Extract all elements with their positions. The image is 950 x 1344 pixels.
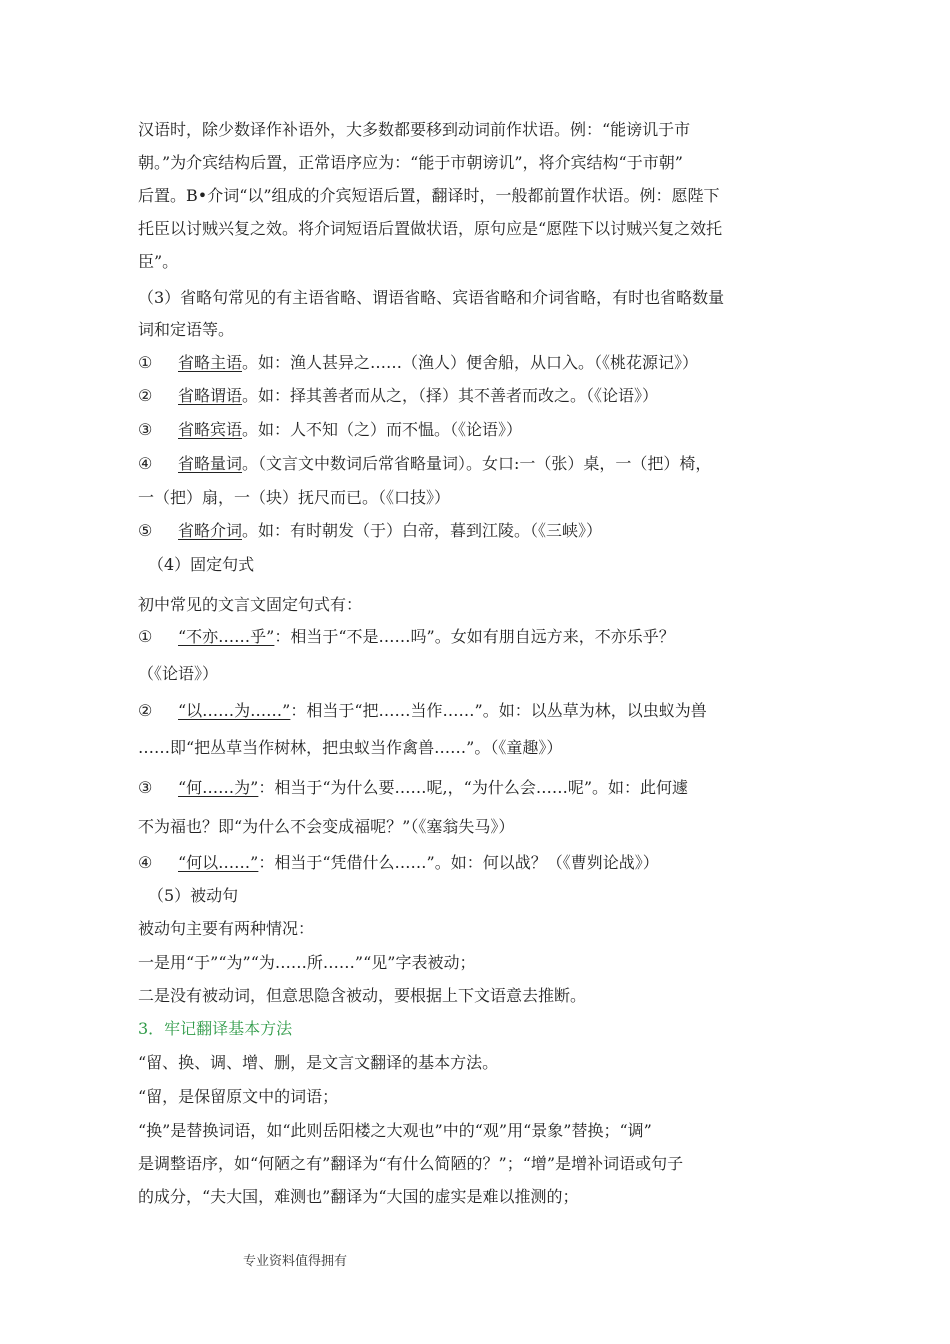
item-term: 省略谓语	[178, 386, 243, 405]
text-line: 是调整语序，如“何陋之有”翻译为“有什么简陋的？”；“增”是增补词语或句子	[138, 1154, 684, 1173]
section-heading: （5）被动句	[148, 886, 239, 905]
list-item	[138, 419, 522, 441]
list-item	[138, 453, 711, 475]
item-text: 。如：渔人甚异之……（渔人）便舍船，从口入。（《桃花源记》）	[242, 353, 699, 372]
item-term: “不亦……乎”	[178, 627, 275, 646]
item-term: 省略介词	[178, 521, 243, 540]
text-line: “留，是保留原文中的词语；	[138, 1087, 339, 1106]
item-number: ②	[138, 386, 153, 405]
text-line: 被动句主要有两种情况：	[138, 919, 315, 938]
item-text: 。如：择其善者而从之，（择）其不善者而改之。（《论语》）	[242, 386, 659, 405]
item-text: ：相当于“为什么要……呢,，“为什么会……呢”。如：此何遽	[258, 778, 689, 797]
item-number: ①	[138, 353, 153, 372]
list-item-continuation: 一（把）扇，一（块）抚尺而已。（《口技》）	[138, 488, 451, 507]
item-number: ④	[138, 853, 153, 872]
text-line: 臣”。	[138, 252, 179, 271]
item-term: 省略主语	[178, 353, 243, 372]
section-heading: 3．牢记翻译基本方法	[138, 1019, 293, 1038]
text-line: 后置。B•介词“以”组成的介宾短语后置，翻译时，一般都前置作状语。例：愿陛下	[138, 186, 720, 205]
text-line: （3）省略句常见的有主语省略、谓语省略、宾语省略和介词省略，有时也省略数量	[138, 288, 725, 307]
item-term: “何以……”	[178, 853, 259, 872]
text-line: 汉语时，除少数译作补语外，大多数都要移到动词前作状语。例：“能谤讥于市	[138, 120, 691, 139]
text-line: 托臣以讨贼兴复之效。将介词短语后置做状语，原句应是“愿陛下以讨贼兴复之效托	[138, 219, 723, 238]
list-item	[138, 777, 688, 799]
text-line: 的成分，“夫大国，难测也”翻译为“大国的虚实是难以推测的；	[138, 1187, 579, 1206]
page-footer: 专业资料值得拥有	[243, 1254, 348, 1269]
item-number: ④	[138, 454, 153, 473]
item-text: ：相当于“把……当作……”。如：以丛草为林，以虫蚁为兽	[290, 701, 707, 720]
list-item	[138, 852, 659, 874]
item-term: 省略量词	[178, 454, 243, 473]
item-text: ：相当于“不是……吗”。女如有朋自远方来，不亦乐乎？	[274, 627, 675, 646]
text-line: “留、换、调、增、删，是文言文翻译的基本方法。	[138, 1053, 499, 1072]
section-heading: （4）固定句式	[148, 555, 255, 574]
text-line: 朝。”为介宾结构后置，正常语序应为：“能于市朝谤讥”，将介宾结构“于市朝”	[138, 153, 683, 172]
item-text: 。如：有时朝发（于）白帝，暮到江陵。（《三峡》）	[242, 521, 603, 540]
text-line: 二是没有被动词，但意思隐含被动，要根据上下文语意去推断。	[138, 986, 587, 1005]
text-line: 一是用“于”“为”“为……所……”“见”字表被动；	[138, 953, 476, 972]
list-item-continuation: ……即“把丛草当作树林，把虫蚁当作禽兽……”。（《童趣》）	[138, 738, 563, 757]
item-text: 。如：人不知（之）而不愠。（《论语》）	[242, 420, 523, 439]
list-item	[138, 520, 602, 542]
text-line: “换”是替换词语，如“此则岳阳楼之大观也”中的“观”用“景象”替换；“调”	[138, 1121, 652, 1140]
item-term: 省略宾语	[178, 420, 243, 439]
item-number: ②	[138, 701, 153, 720]
item-number: ①	[138, 627, 153, 646]
item-term: “以……为……”	[178, 701, 291, 720]
list-item	[138, 352, 698, 374]
text-line: 词和定语等。	[138, 320, 235, 339]
item-text: 。（文言文中数词后常省略量词）。女口:一（张）桌，一（把）椅，	[242, 454, 712, 473]
item-number: ⑤	[138, 521, 153, 540]
item-text: ：相当于“凭借什么……”。如：何以战？（《曹刿论战》）	[258, 853, 659, 872]
section-intro: 初中常见的文言文固定句式有：	[138, 595, 363, 614]
item-number: ③	[138, 420, 153, 439]
list-item-continuation: 不为福也？即“为什么不会变成福呢？”（《塞翁失马》）	[138, 817, 515, 836]
list-item	[138, 385, 658, 407]
list-item	[138, 626, 675, 648]
item-number: ③	[138, 778, 153, 797]
list-item	[138, 700, 707, 722]
list-item-continuation: （《论语》）	[138, 664, 219, 683]
item-term: “何……为”	[178, 778, 259, 797]
